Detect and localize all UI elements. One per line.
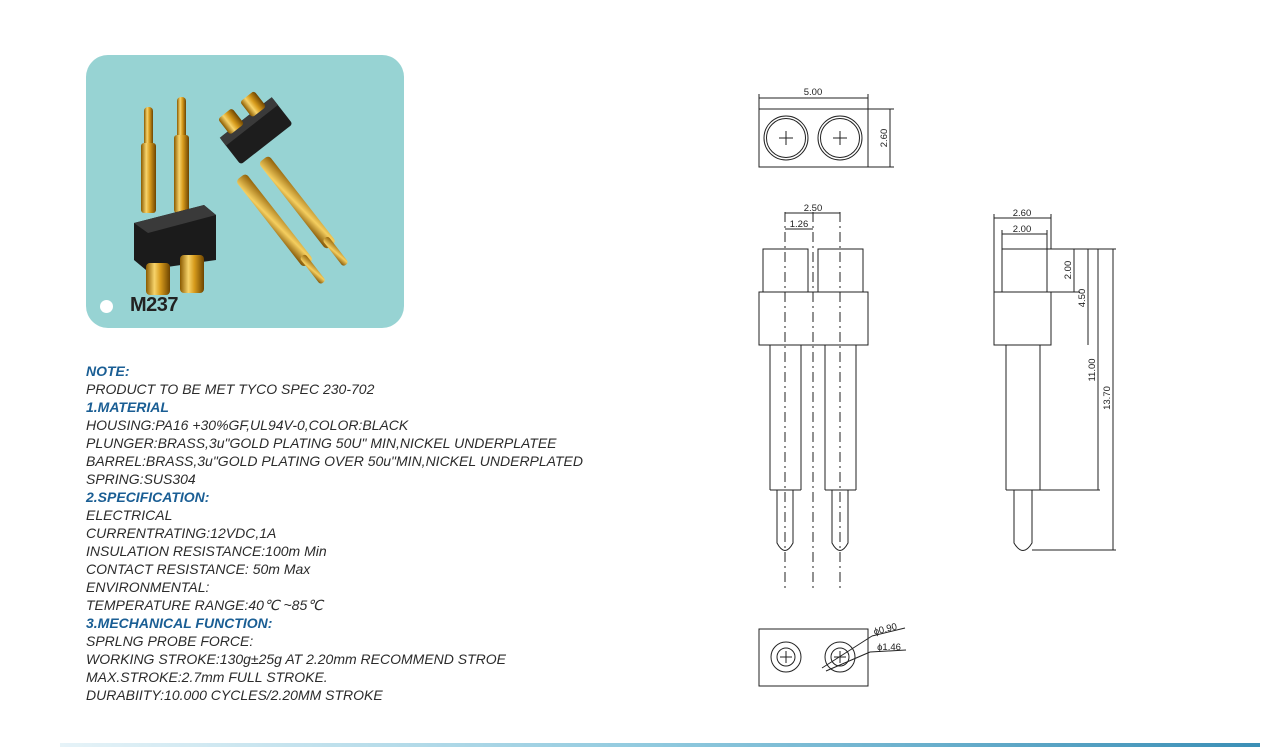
note-line: PLUNGER:BRASS,3u"GOLD PLATING 50U" MIN,NICKEL UNDERPLATEE — [86, 435, 557, 451]
note-line: DURABIITY:10.000 CYCLES/2.20MM STROKE — [86, 687, 383, 703]
dim-side-inner: 2.00 — [1012, 224, 1032, 235]
note-line: TEMPERATURE RANGE:40℃ ~85℃ — [86, 597, 323, 613]
dim-top-width: 5.00 — [803, 87, 823, 98]
note-line: CURRENTRATING:12VDC,1A — [86, 525, 277, 541]
dim-hole-large: ϕ1.46 — [877, 642, 901, 653]
note-line: PRODUCT TO BE MET TYCO SPEC 230-702 — [86, 381, 375, 397]
note-heading: 1.MATERIAL — [86, 399, 169, 415]
dim-half-pitch: 1.26 — [789, 219, 809, 230]
note-heading: 3.MECHANICAL FUNCTION: — [86, 615, 273, 631]
note-heading: 2.SPECIFICATION: — [86, 489, 210, 505]
note-line: ELECTRICAL — [86, 507, 173, 523]
front-view-drawing — [759, 212, 868, 590]
dim-tail-length: 11.00 — [1087, 358, 1098, 382]
dim-pitch: 2.50 — [803, 203, 823, 214]
note-line: MAX.STROKE:2.7mm FULL STROKE. — [86, 669, 328, 685]
note-line: SPRING:SUS304 — [86, 471, 196, 487]
model-label: M237 — [130, 294, 179, 316]
bottom-accent-bar — [60, 743, 1260, 747]
dim-upper-height: 4.50 — [1077, 288, 1088, 308]
note-line: WORKING STROKE:130g±25g AT 2.20mm RECOMMEND STROE — [86, 651, 506, 667]
note-line: BARREL:BRASS,3u"GOLD PLATING OVER 50u"MIN,NICKEL UNDERPLATED — [86, 453, 583, 469]
note-line: SPRLNG PROBE FORCE: — [86, 633, 254, 649]
note-line: ENVIRONMENTAL: — [86, 579, 210, 595]
bottom-view-drawing — [759, 628, 906, 686]
top-view-drawing — [759, 94, 894, 167]
dim-head-height: 2.00 — [1063, 260, 1074, 280]
dim-top-height: 2.60 — [879, 128, 890, 148]
note-line: CONTACT RESISTANCE: 50m Max — [86, 561, 311, 577]
dim-total-length: 13.70 — [1102, 386, 1113, 410]
note-line: HOUSING:PA16 +30%GF,UL94V-0,COLOR:BLACK — [86, 417, 409, 433]
note-heading: NOTE: — [86, 363, 130, 379]
note-line: INSULATION RESISTANCE:100m Min — [86, 543, 327, 559]
dim-hole-small: ϕ0.90 — [872, 621, 899, 638]
dim-side-outer: 2.60 — [1012, 208, 1032, 219]
